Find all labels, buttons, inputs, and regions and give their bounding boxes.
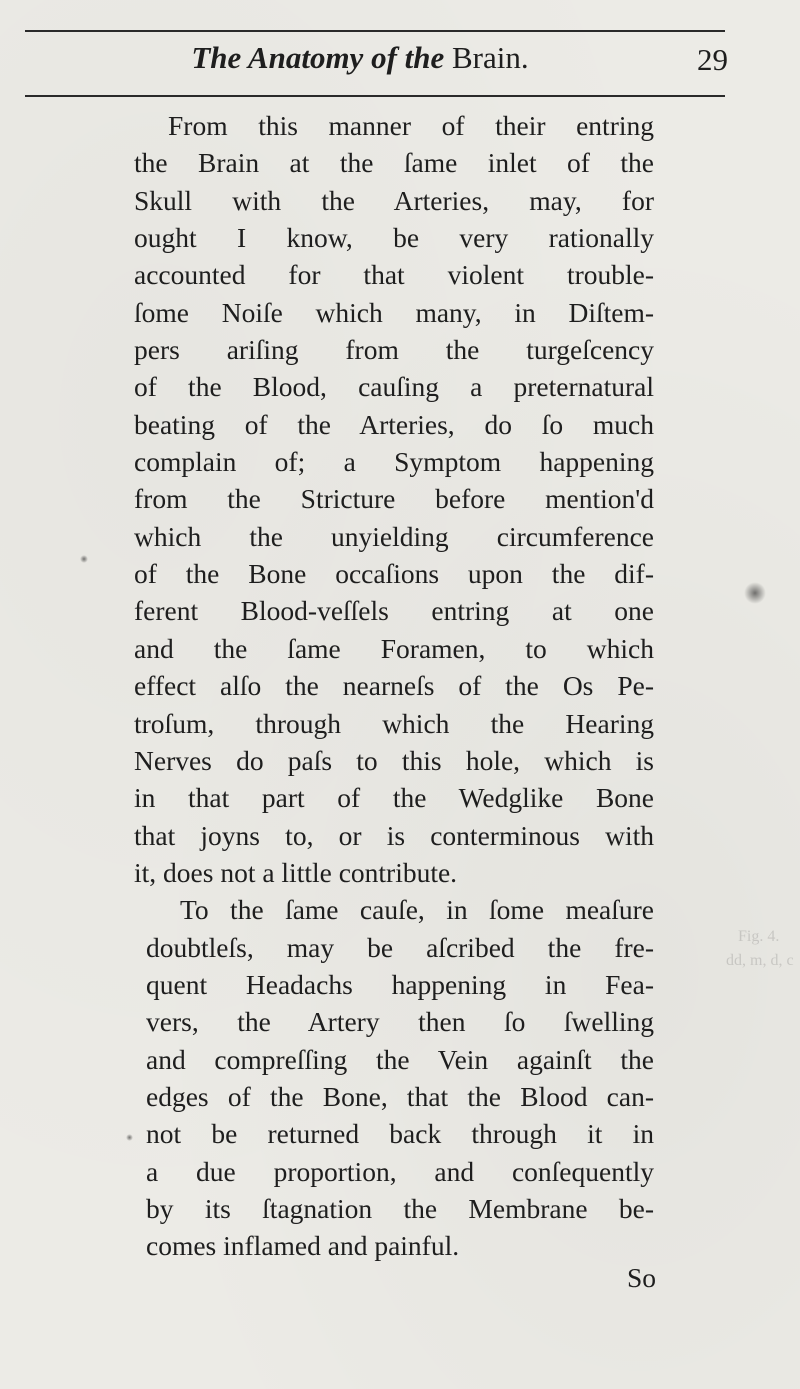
text-line: ferent Blood-veſſels entring at one: [134, 595, 654, 627]
text-line: Nerves do paſs to this hole, which is: [134, 744, 654, 776]
text-line: comes inflamed and painful.: [146, 1230, 460, 1262]
text-line: beating of the Arteries, do ſo much: [134, 408, 654, 440]
text-line: not be returned back through it in: [146, 1118, 654, 1150]
text-line: by its ſtagnation the Membrane be-: [146, 1192, 654, 1224]
text-line: complain of; a Symptom happening: [134, 446, 654, 478]
text-line: ſome Noiſe which many, in Diſtem-: [134, 296, 654, 328]
ink-speck: [80, 555, 88, 563]
text-line: edges of the Bone, that the Blood can-: [146, 1080, 654, 1112]
text-line: ought I know, be very rationally: [134, 222, 654, 254]
text-line: quent Headachs happening in Fea-: [146, 968, 654, 1000]
text-line: To the ſame cauſe, in ſome meaſure: [180, 894, 654, 926]
text-line: and the ſame Foramen, to which: [134, 632, 654, 664]
text-line: of the Blood, cauſing a preternatural: [134, 371, 654, 403]
text-line: a due proportion, and conſequently: [146, 1155, 654, 1187]
header-rule-bottom: [25, 95, 725, 97]
text-line: in that part of the Wedglike Bone: [134, 782, 654, 814]
header-rule-top: [25, 30, 725, 32]
text-line: doubtleſs, may be aſcribed the fre-: [146, 931, 654, 963]
text-line: it, does not a little contribute.: [134, 856, 458, 888]
text-line: from the Stricture before mention'd: [134, 483, 654, 515]
running-head: [100, 38, 620, 78]
ink-blot: [744, 582, 766, 604]
text-line: pers ariſing from the turgeſcency: [134, 334, 654, 366]
text-line: Skull with the Arteries, may, for: [134, 184, 654, 216]
show-through-fragment: Fig. 4.: [738, 928, 780, 945]
page-number: 29: [697, 42, 728, 77]
text-line: that joyns to, or is conterminous with: [134, 819, 654, 851]
text-line: vers, the Artery then ſo ſwelling: [146, 1006, 654, 1038]
text-line: which the unyielding circumference: [134, 520, 654, 552]
catchword: So: [626, 1262, 656, 1293]
show-through-fragment: dd, m, d, c: [726, 952, 794, 969]
body-text: [134, 107, 654, 1265]
text-line: effect alſo the nearneſs of the Os Pe-: [134, 670, 654, 702]
running-head-roman: Brain.: [452, 40, 529, 75]
text-line: troſum, through which the Hearing: [134, 707, 654, 739]
text-line: From this manner of their entring: [168, 110, 654, 141]
text-line: the Brain at the ſame inlet of the: [134, 147, 654, 179]
text-line: accounted for that violent trouble-: [134, 259, 654, 291]
text-line: of the Bone occaſions upon the dif-: [134, 558, 654, 590]
ink-speck: [126, 1134, 133, 1141]
text-line: and compreſſing the Vein againſt the: [146, 1043, 654, 1075]
running-head-italic: The Anatomy of the: [191, 40, 445, 75]
